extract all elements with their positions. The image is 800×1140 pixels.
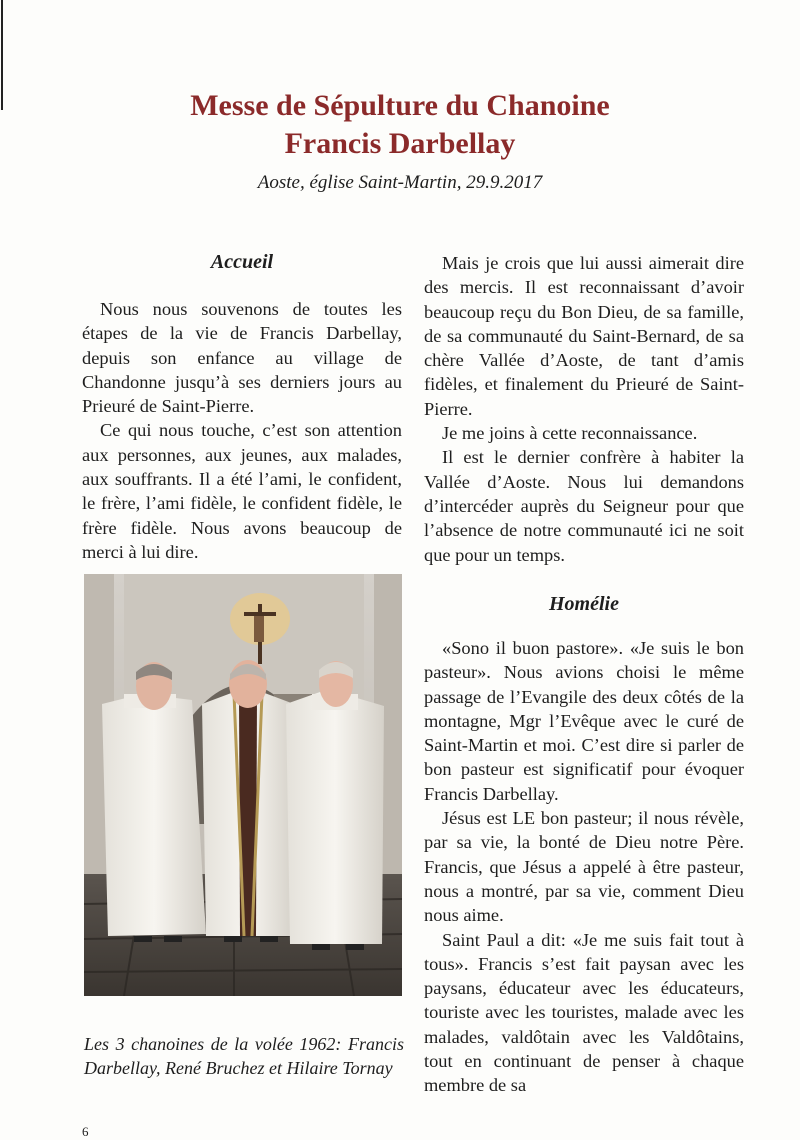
photo-caption: Les 3 chanoines de la volée 1962: Francis Darbellay, René Bruchez et Hilaire Tornay <box>84 1034 404 1078</box>
right-paragraph: Mais je crois que lui aussi aimerait dire des mercis. Il est reconnaissant d’avoir beaucoup reçu du Bon Dieu, de sa famille, de sa communauté du Saint-Bernard, de sa chère Vallée d’Aoste, de tant d’amis fidèles, et finalement du Prieuré de Saint-Pierre. <box>424 253 744 419</box>
accueil-paragraph: Nous nous souvenons de toutes les étapes de la vie de Francis Darbellay, depuis son enfance au village de Chandonne jusqu’à ses derniers jours au Prieuré de Saint-Pierre. <box>82 299 402 417</box>
page-title-line-2: Francis Darbellay <box>284 127 516 160</box>
accueil-text <box>82 297 402 564</box>
photo-illustration <box>84 574 402 996</box>
section-heading-accueil: Accueil <box>210 251 274 273</box>
homelie-paragraph: Jésus est LE bon pasteur; il nous révèle, par sa vie, la bonté de Dieu notre Père. Francis, que Jésus a appelé à être pasteur, nous a montré, par sa vie, comment Dieu nous aime. <box>424 808 744 926</box>
photo-three-canons <box>84 574 402 996</box>
page-number: 6 <box>82 1124 89 1139</box>
right-paragraph: Il est le dernier confrère à habiter la Vallée d’Aoste. Nous lui demandons d’intercéder auprès du Seigneur pour que l’absence de notre communauté ici ne soit que pour un temps. <box>424 447 744 565</box>
accueil-paragraph: Ce qui nous touche, c’est son attention aux personnes, aux jeunes, aux malades, aux souffrants. Il a été l’ami, le confident, le frère, l’ami fidèle, le confident fidèle, le frère fidèle. Nous avons beaucoup de merci à lui dire. <box>82 420 402 562</box>
homelie-paragraph: «Sono il buon pastore». «Je suis le bon pasteur». Nous avions choisi le même passage de l’Evangile des deux côtés de la montagne, Mgr l’Evêque avec le curé de Saint-Martin et moi. C’est dire si parler de bon pasteur est significatif pour évoquer Francis Darbellay. <box>424 638 744 804</box>
section-heading-homelie: Homélie <box>549 593 619 615</box>
homelie-paragraph: Saint Paul a dit: «Je me suis fait tout à tous». Francis s’est fait paysan avec les paysans, éducateur avec les éducateurs, touriste avec les touristes, malade avec les malades, valdôtain avec les Valdôtains, tout en continuant de penser à chaque membre de sa <box>424 929 744 1096</box>
homelie-text <box>424 636 744 1098</box>
right-column-text <box>424 251 744 567</box>
right-paragraph: Je me joins à cette reconnaissance. <box>442 423 698 444</box>
page-subtitle: Aoste, église Saint-Martin, 29.9.2017 <box>257 172 543 193</box>
page-title-line-1: Messe de Sépulture du Chanoine <box>190 89 610 122</box>
